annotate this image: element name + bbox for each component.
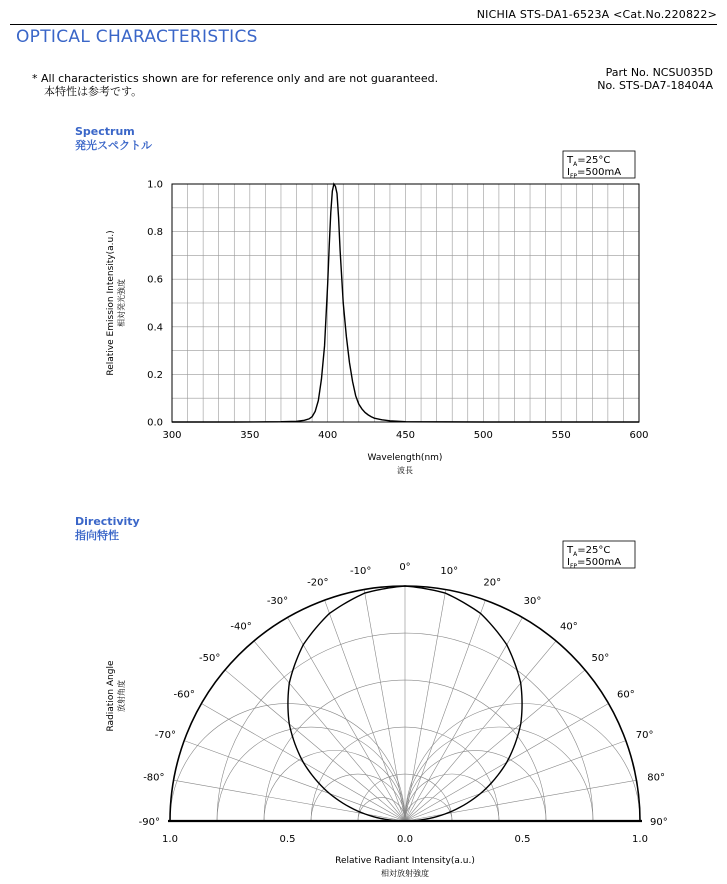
- page-title: OPTICAL CHARACTERISTICS: [16, 27, 258, 47]
- document-number: No. STS-DA7-18404A: [597, 79, 713, 92]
- directivity-angle-label: 80°: [647, 772, 665, 784]
- spectrum-y-tick-label: 0.4: [147, 322, 163, 334]
- directivity-grid-radial: [364, 590, 405, 821]
- spectrum-y-tick-label: 1.0: [147, 179, 163, 191]
- directivity-angle-label: 10°: [440, 565, 459, 577]
- directivity-angle-label: -30°: [266, 596, 289, 608]
- spectrum-y-tick-label: 0.8: [147, 227, 163, 239]
- spectrum-condition-box: [563, 151, 635, 180]
- directivity-x-axis-label-jp: 相対放射強度: [381, 869, 429, 878]
- directivity-grid-tangent-arc: [264, 750, 405, 821]
- directivity-angle-label: 70°: [635, 729, 654, 741]
- directivity-grid-radial: [405, 590, 446, 821]
- directivity-angle-label: -20°: [307, 577, 329, 589]
- directivity-grid-radial: [225, 670, 405, 821]
- spectrum-x-tick-label: 350: [240, 430, 260, 441]
- directivity-angle-label: -10°: [350, 565, 372, 577]
- spectrum-x-axis-label-jp: 波長: [397, 466, 413, 475]
- spectrum-y-tick-label: 0.0: [147, 417, 163, 429]
- directivity-angle-label: 0°: [399, 562, 411, 573]
- directivity-radial-tick-label: 1.0: [162, 834, 178, 845]
- spectrum-title-jp: 発光スペクトル: [75, 139, 152, 152]
- directivity-condition-ifp: $I_{FP}=500mA$: [567, 557, 622, 570]
- directivity-angle-label: -80°: [143, 772, 165, 784]
- directivity-condition-box: [563, 541, 635, 570]
- part-number: Part No. NCSU035D: [605, 66, 713, 79]
- spectrum-y-axis-label: Relative Emission Intensity(a.u.): [106, 230, 116, 376]
- directivity-angle-label: 30°: [523, 596, 542, 608]
- directivity-angle-label: 20°: [483, 577, 502, 589]
- directivity-grid-tangent-arc: [405, 703, 640, 821]
- spectrum-condition-ifp: $I_{FP}=500mA$: [567, 167, 622, 180]
- spectrum-x-tick-label: 400: [318, 430, 338, 441]
- spectrum-y-axis-label-jp: 相対発光強度: [117, 279, 126, 327]
- directivity-angle-label: 90°: [650, 817, 668, 828]
- spectrum-x-tick-label: 450: [395, 430, 416, 441]
- directivity-radial-tick-label: 0.0: [397, 834, 413, 845]
- directivity-radial-tick-label: 0.5: [279, 834, 296, 845]
- spectrum-grid: [172, 184, 639, 422]
- disclaimer-en: * All characteristics shown are for reference only and are not guaranteed.: [32, 72, 439, 85]
- spectrum-condition-ta: $T_A=25^\circ C$: [567, 155, 611, 168]
- spectrum-title-en: Spectrum: [75, 125, 135, 138]
- spectrum-chart: [106, 151, 649, 475]
- spectrum-x-tick-label: 300: [162, 430, 182, 441]
- directivity-condition-ta: $T_A=25^\circ C$: [567, 545, 611, 558]
- directivity-angle-label: 40°: [560, 621, 578, 633]
- directivity-angle-label: -60°: [173, 689, 195, 701]
- directivity-grid-radial: [405, 617, 523, 821]
- spectrum-x-tick-label: 500: [473, 430, 493, 441]
- directivity-angle-label: -70°: [154, 729, 177, 741]
- directivity-x-axis-label: Relative Radiant Intensity(a.u.): [335, 856, 475, 866]
- spectrum-x-tick-label: 550: [551, 430, 571, 441]
- disclaimer-jp: 本特性は参考です。: [44, 85, 143, 98]
- document-reference: NICHIA STS-DA1-6523A <Cat.No.220822>: [476, 8, 717, 21]
- directivity-angle-label: -40°: [230, 621, 252, 633]
- directivity-grid-tangent-arc: [311, 774, 405, 821]
- spectrum-y-tick-label: 0.6: [147, 274, 163, 286]
- directivity-title-jp: 指向特性: [75, 529, 119, 542]
- directivity-radial-tick-label: 0.5: [514, 834, 531, 845]
- directivity-title-en: Directivity: [75, 515, 140, 528]
- directivity-grid-tangent-arc: [405, 774, 499, 821]
- directivity-angle-label: 50°: [591, 653, 610, 665]
- spectrum-y-tick-label: 0.2: [147, 369, 163, 381]
- spectrum-tick-labels: [147, 180, 648, 442]
- spectrum-x-axis-label: Wavelength(nm): [367, 453, 443, 463]
- directivity-y-axis-label-jp: 放射角度: [117, 680, 126, 712]
- directivity-grid-tangent-arc: [170, 704, 405, 821]
- directivity-angle-label: -90°: [138, 817, 160, 828]
- directivity-angle-label: -50°: [198, 653, 221, 665]
- directivity-grid-radial: [288, 617, 406, 821]
- directivity-radial-labels: [162, 834, 648, 845]
- spectrum-x-tick-label: 600: [629, 430, 649, 441]
- directivity-y-axis-label: Radiation Angle: [106, 660, 116, 732]
- directivity-grid-radial: [405, 670, 585, 821]
- directivity-radial-tick-label: 1.0: [632, 834, 648, 845]
- directivity-chart: [106, 541, 668, 878]
- directivity-angle-label: 60°: [616, 689, 635, 701]
